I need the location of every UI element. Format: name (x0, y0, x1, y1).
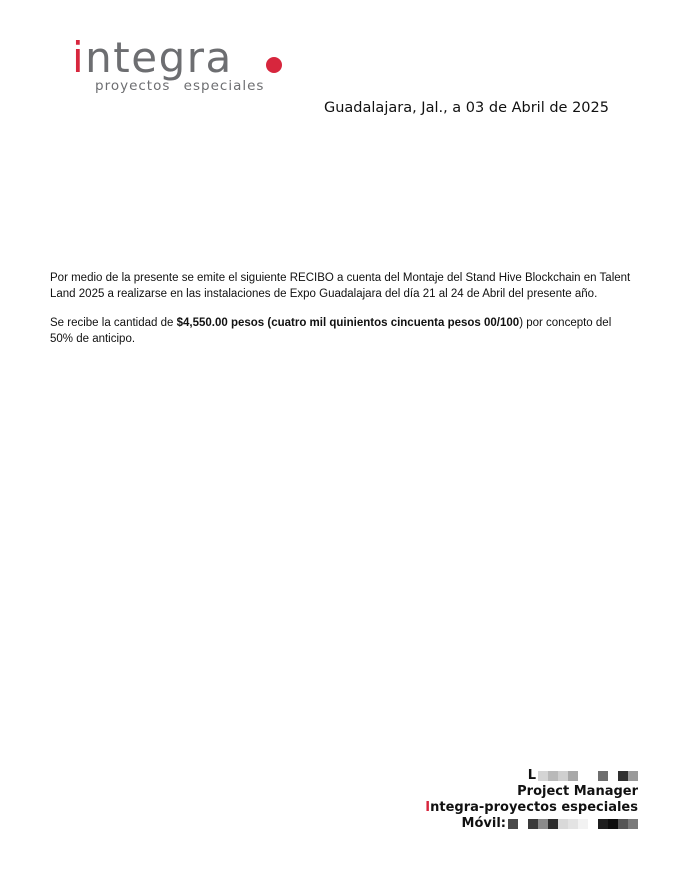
signature-company-rest: ntegra-proyectos especiales (430, 800, 638, 815)
signature-name-initial: L (527, 768, 536, 783)
logo-wordmark (72, 34, 233, 82)
signature-title: Project Manager (517, 784, 638, 799)
document-date: Guadalajara, Jal., a 03 de Abril de 2025 (324, 100, 609, 116)
receipt-paragraph: Por medio de la presente se emite el siguiente RECIBO a cuenta del Montaje del Stand Hive Blockchain en Talent Land 2025 a realizarse en las instalaciones de Expo Guadalajara del día 21 al 24 de Abril del presente año. (50, 272, 631, 300)
signature-company-initial: I (425, 800, 431, 815)
company-logo (72, 34, 292, 100)
redacted-phone (508, 819, 638, 830)
phone-label: Móvil: (461, 816, 506, 831)
signature-block (425, 768, 638, 832)
logo-subtitle: proyectos especiales (95, 78, 265, 94)
amount-suffix: ) por concepto del 50% de anticipo. (50, 317, 612, 345)
amount-prefix: Se recibe la cantidad de (50, 317, 177, 329)
logo-letter-i: i (72, 33, 86, 82)
signature-name (425, 768, 638, 784)
amount-value: $4,550.00 pesos (cuatro mil quinientos cincuenta pesos 00/100 (176, 317, 520, 329)
amount-paragraph (50, 315, 635, 347)
signature-phone (425, 816, 638, 832)
redacted-name (538, 771, 638, 782)
logo-letters-rest: ntegra (85, 33, 233, 82)
signature-company (425, 800, 638, 816)
logo-dot-icon (266, 57, 282, 73)
